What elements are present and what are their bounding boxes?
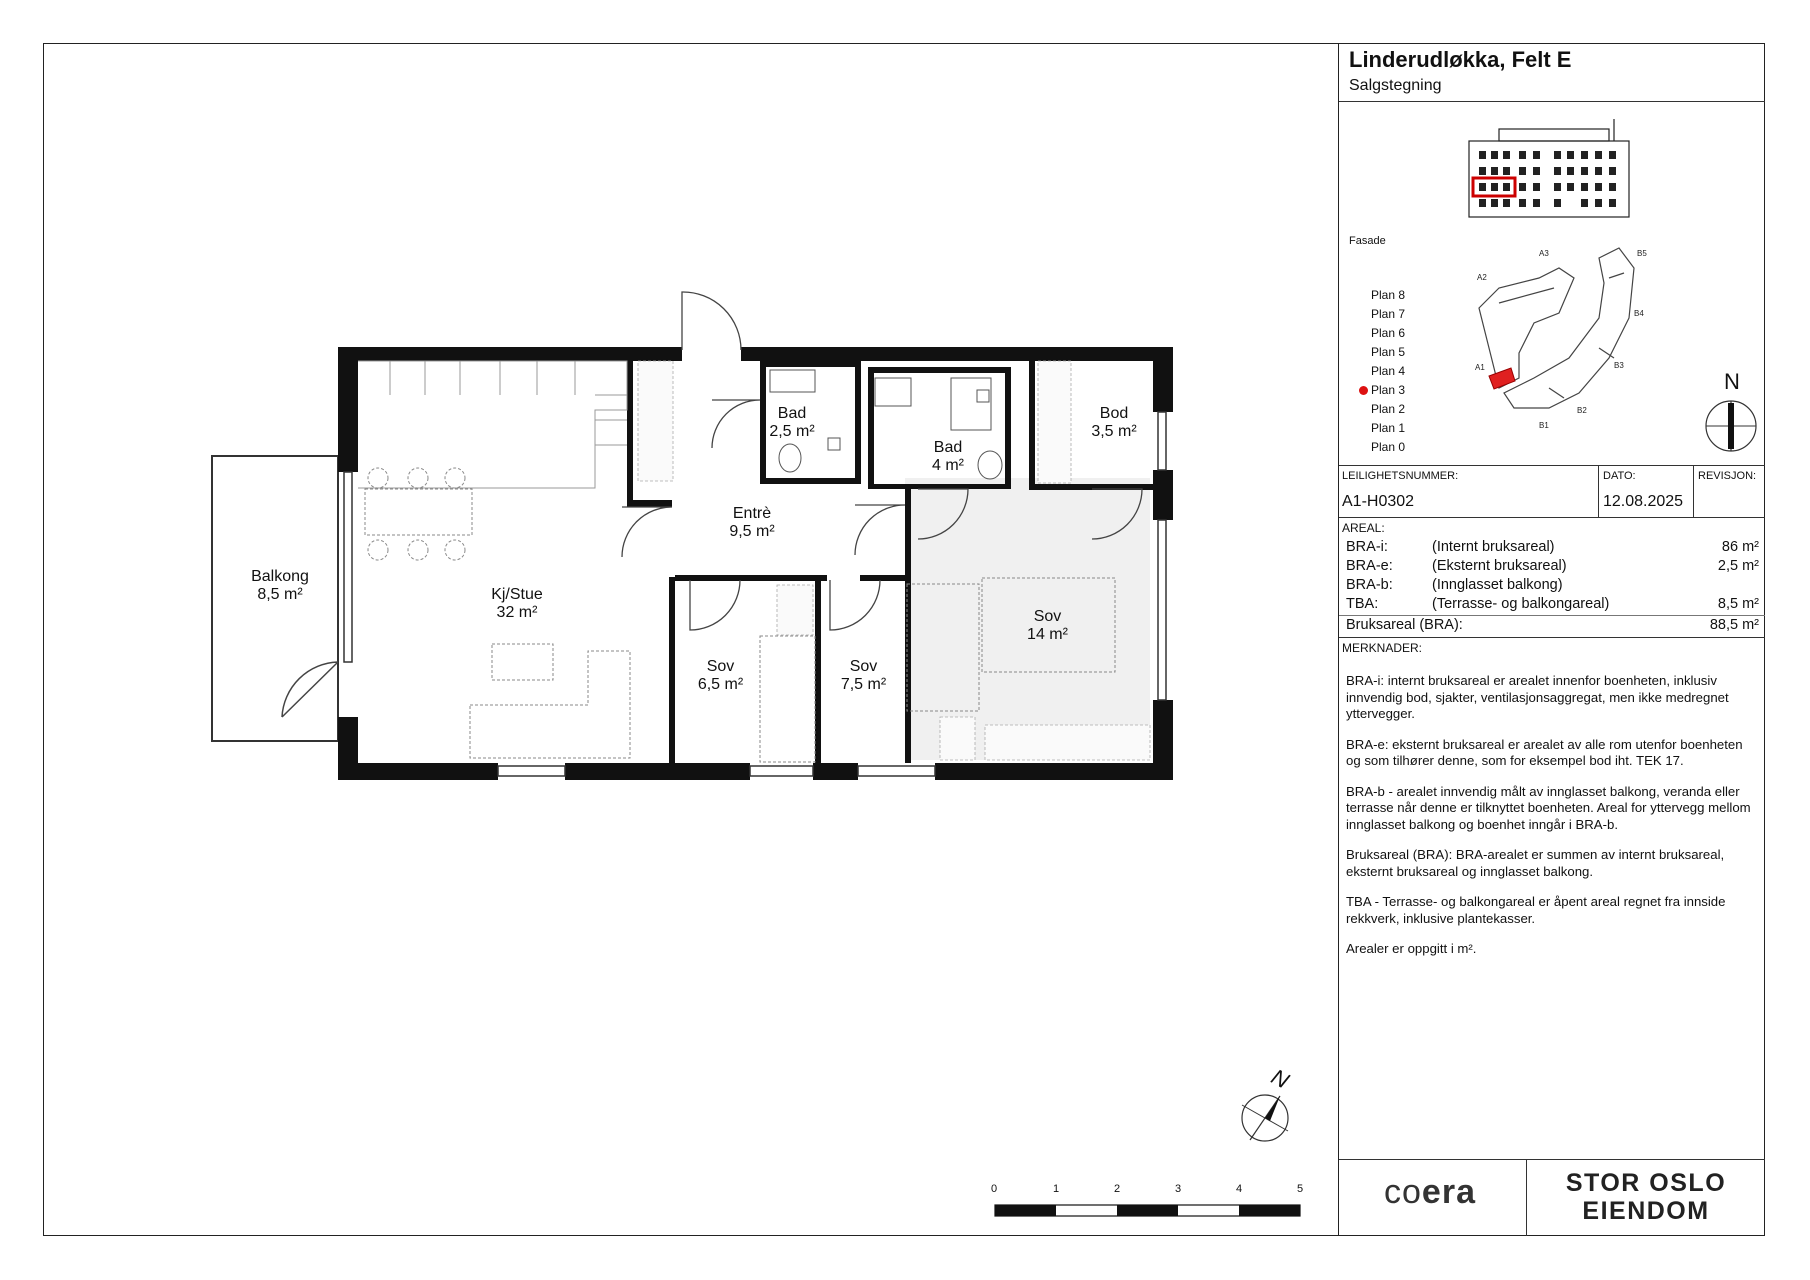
areal-value: 2,5 m²: [1717, 558, 1759, 574]
plan-item: Plan 8: [1371, 288, 1406, 302]
room-area: 32 m²: [496, 604, 538, 621]
divider: [1598, 465, 1599, 517]
areal-value: 8,5 m²: [1717, 596, 1759, 612]
plan-compass-label: N: [1267, 1063, 1294, 1094]
scale-tick: 5: [1297, 1183, 1304, 1195]
apartment-label: LEILIGHETSNUMMER:: [1342, 470, 1459, 482]
note-paragraph: BRA-i: internt bruksareal er arealet innenfor boenheten, inklusiv innvendig bod, sjakter, ventilasjonsaggregat, men ikke medregnet yttervegger.: [1346, 673, 1729, 721]
coera-logo-bold: era: [1421, 1173, 1476, 1211]
stor-oslo-line1: STOR OSLO: [1565, 1169, 1727, 1197]
scale-tick: 4: [1236, 1183, 1243, 1195]
room-kjstue: [462, 586, 572, 622]
room-name: Bod: [1099, 405, 1129, 422]
room-bad2: [912, 439, 984, 475]
divider: [1339, 517, 1765, 518]
title-block: [1338, 43, 1765, 1236]
areal-desc: (Innglasset balkong): [1432, 577, 1563, 593]
divider: [1339, 1159, 1765, 1160]
areal-key: BRA-i:: [1346, 539, 1388, 555]
site-label: B3: [1614, 361, 1624, 370]
site-highlight: [1489, 368, 1515, 389]
room-area: 2,5 m²: [769, 423, 815, 440]
plan-item: Plan 2: [1371, 402, 1406, 416]
site-label: A3: [1539, 249, 1549, 258]
stor-oslo-line2: EIENDOM: [1582, 1197, 1710, 1225]
coera-logo-light: co: [1384, 1173, 1422, 1211]
scale-tick: 0: [991, 1183, 998, 1195]
note-paragraph: BRA-b - arealet innvendig målt av innglasset balkong, veranda eller terrasse når denne er tilknyttet boenheten. Areal for yttervegg mellom innglasset balkong og boenhet inngår i BRA-b.: [1346, 783, 1751, 832]
project-subtitle: Salgstegning: [1349, 77, 1442, 94]
revision-label: REVISJON:: [1698, 470, 1757, 482]
divider: [1339, 615, 1765, 616]
areal-desc: (Eksternt bruksareal): [1432, 558, 1567, 574]
note-paragraph: BRA-e: eksternt bruksareal er arealet av alle rom utenfor boenheten og som tilhører denne, som for eksempel bod iht. TEK 17.: [1346, 736, 1743, 768]
facade-thumbnail: [1459, 111, 1644, 221]
plan-item: Plan 0: [1371, 440, 1406, 454]
areal-key: BRA-b:: [1346, 577, 1393, 593]
divider: [1339, 637, 1765, 638]
plan-item: Plan 4: [1371, 364, 1406, 378]
areal-key: BRA-e:: [1346, 558, 1393, 574]
room-name: Balkong: [251, 568, 309, 585]
room-name: Sov: [706, 658, 735, 675]
plan-item: Plan 1: [1371, 421, 1406, 435]
date-label: DATO:: [1603, 470, 1636, 482]
room-balkong: [225, 568, 335, 604]
note-paragraph: TBA - Terrasse- og balkongareal er åpent areal regnet fra innside rekkverk, inklusive plantekasser.: [1346, 894, 1726, 926]
room-name: Kj/Stue: [491, 586, 543, 603]
merknader-notes: [1346, 673, 1758, 972]
areal-row: [1346, 577, 1759, 595]
plan-list: [1371, 286, 1405, 457]
room-area: 9,5 m²: [729, 523, 775, 540]
divider: [1693, 465, 1694, 517]
plan-item: Plan 5: [1371, 345, 1406, 359]
room-area: 14 m²: [1027, 626, 1068, 643]
areal-row: [1346, 558, 1759, 576]
room-area: 3,5 m²: [1091, 423, 1137, 440]
merknader-heading: MERKNADER:: [1342, 641, 1423, 655]
room-name: Bad: [777, 405, 807, 422]
room-area: 4 m²: [932, 457, 964, 474]
room-area: 6,5 m²: [697, 676, 744, 693]
site-label: A1: [1475, 363, 1485, 372]
scale-tick: 3: [1175, 1183, 1182, 1195]
plan-item-active: [1371, 381, 1405, 400]
plan-item: Plan 7: [1371, 307, 1406, 321]
divider: [1339, 101, 1765, 102]
date-value: 12.08.2025: [1603, 493, 1684, 510]
room-sov1: [683, 658, 758, 694]
room-name: Sov: [849, 658, 878, 675]
site-label: B2: [1577, 406, 1587, 415]
panel-north-label: N: [1724, 369, 1740, 394]
areal-key: TBA:: [1346, 596, 1379, 612]
room-name: Sov: [1033, 608, 1062, 625]
fasade-label: Fasade: [1349, 235, 1386, 247]
areal-total-value: 88,5 m²: [1709, 617, 1759, 633]
coera-logo: [1384, 1173, 1476, 1212]
room-sov3: [1010, 608, 1085, 644]
note-paragraph: Arealer er oppgitt i m².: [1346, 941, 1477, 956]
project-title: Linderudløkka, Felt E: [1349, 47, 1572, 72]
room-sov2: [826, 658, 901, 694]
stor-oslo-logo: [1526, 1169, 1766, 1225]
areal-desc: (Internt bruksareal): [1432, 539, 1555, 555]
site-label: B1: [1539, 421, 1549, 430]
room-name: Entrè: [732, 505, 772, 522]
site-label: B5: [1637, 249, 1647, 258]
plan-item-label: Plan 3: [1371, 383, 1406, 397]
scale-tick: 2: [1114, 1183, 1121, 1195]
areal-row: [1346, 596, 1759, 614]
areal-heading: AREAL:: [1342, 521, 1385, 535]
apartment-value: A1-H0302: [1342, 493, 1415, 510]
site-plan: [1459, 238, 1699, 453]
info-row: [1339, 465, 1766, 517]
active-plan-dot-icon: [1359, 386, 1368, 395]
room-name: Bad: [933, 439, 963, 456]
room-entre: [697, 505, 807, 541]
areal-desc: (Terrasse- og balkongareal): [1432, 596, 1610, 612]
plan-item: Plan 6: [1371, 326, 1406, 340]
site-label: B4: [1634, 309, 1644, 318]
areal-row: [1346, 539, 1759, 557]
scale-tick: 1: [1053, 1183, 1060, 1195]
room-area: 8,5 m²: [257, 586, 303, 603]
scale-bar: [995, 1205, 1300, 1216]
areal-value: 86 m²: [1721, 539, 1759, 555]
plan-compass: [1242, 1095, 1288, 1141]
room-bod: [1078, 405, 1150, 441]
room-area: 7,5 m²: [840, 676, 887, 693]
areal-total-key: Bruksareal (BRA):: [1346, 617, 1463, 633]
site-label: A2: [1477, 273, 1487, 282]
room-bad1: [756, 405, 828, 441]
note-paragraph: Bruksareal (BRA): BRA-arealet er summen av internt bruksareal, eksternt bruksareal og innglasset balkong.: [1346, 847, 1725, 879]
areal-total-row: [1346, 617, 1759, 635]
